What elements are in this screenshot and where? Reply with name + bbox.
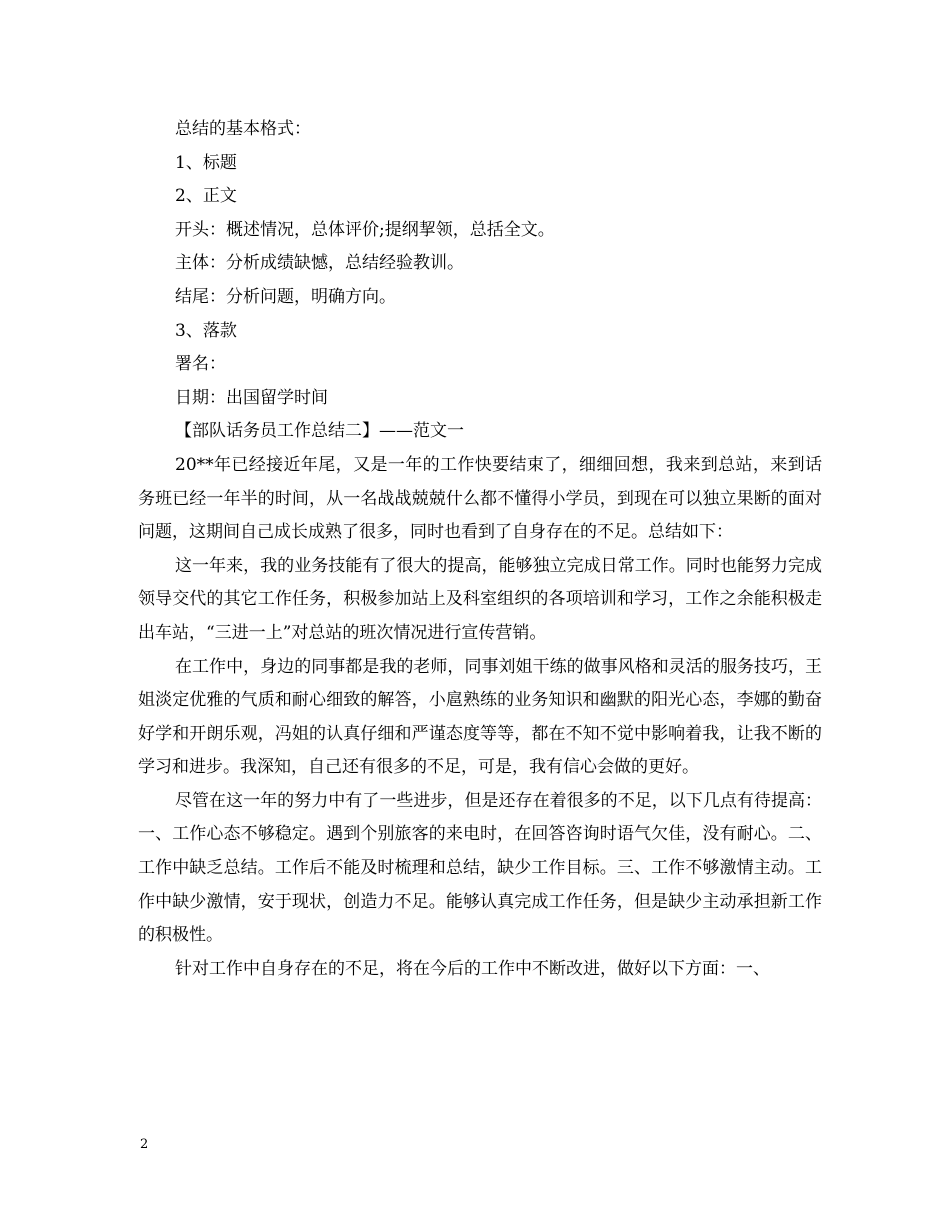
- format-item-title: 1、标题: [175, 152, 237, 173]
- format-body-opening: 开头：概述情况，总体评价;提纲挈领，总括全文。: [175, 219, 555, 240]
- format-body-main: 主体：分析成绩缺憾，总结经验教训。: [175, 253, 464, 274]
- paragraph-shortcomings: 尽管在这一年的努力中有了一些进步，但是还存在着很多的不足，以下几点有待提高：一、工作心态不够稳定。遇到个别旅客的来电时，在回答咨询时语气欠佳，没有耐心。二、工作中缺乏总结。工作后不能及时梳理和总结，缺少工作目标。三、工作不够激情主动。工作中缺少激情，安于现状，创造力不足。能够认真完成工作任务，但是缺少主动承担新工作的积极性。: [138, 790, 822, 946]
- format-item-signature: 3、落款: [175, 320, 237, 341]
- page-number: 2: [140, 1137, 149, 1152]
- sample-title: 【部队话务员工作总结二】——范文一: [175, 421, 464, 442]
- format-heading: 总结的基本格式：: [175, 119, 311, 139]
- paragraph-colleagues: 在工作中，身边的同事都是我的老师，同事刘姐干练的做事风格和灵活的服务技巧，王姐淡定优雅的气质和耐心细致的解答，小扈熟练的业务知识和幽默的阳光心态，李娜的勤奋好学和开朗乐观，冯姐的认真仔细和严谨态度等等，都在不知不觉中影响着我，让我不断的学习和进步。我深知，自己还有很多的不足，可是，我有信心会做的更好。: [138, 656, 822, 778]
- paragraph-skills: 这一年来，我的业务技能有了很大的提高，能够独立完成日常工作。同时也能努力完成领导交代的其它工作任务，积极参加站上及科室组织的各项培训和学习，工作之余能积极走出车站，“三进一上”对总站的班次情况进行宣传营销。: [138, 555, 822, 643]
- paragraph-intro: 20**年已经接近年尾，又是一年的工作快要结束了，细细回想，我来到总站，来到话务班已经一年半的时间，从一名战战兢兢什么都不懂得小学员，到现在可以独立果断的面对问题，这期间自己成长成熟了很多，同时也看到了自身存在的不足。总结如下：: [138, 454, 822, 543]
- format-body-ending: 结尾：分析问题，明确方向。: [175, 286, 396, 307]
- format-signature-date: 日期：出国留学时间: [175, 387, 328, 408]
- document-body: [138, 113, 822, 986]
- format-item-body: 2、正文: [175, 186, 237, 207]
- paragraph-improvements: 针对工作中自身存在的不足，将在今后的工作中不断改进，做好以下方面：一、: [175, 958, 770, 979]
- format-signature-name: 署名：: [175, 354, 226, 375]
